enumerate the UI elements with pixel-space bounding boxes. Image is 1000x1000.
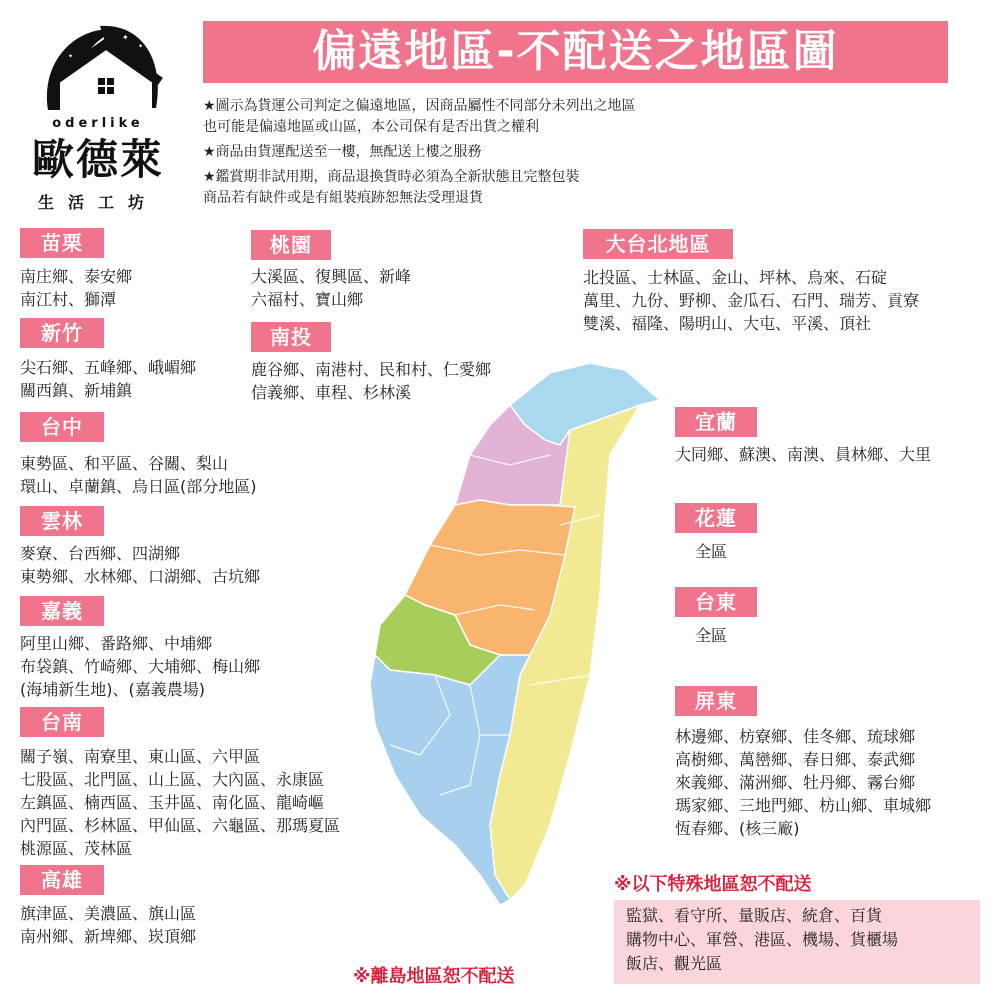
region-tag-taipei: 大台北地區 (583, 229, 733, 259)
region-tag-pingtung: 屏東 (675, 686, 757, 716)
region-tag-chiayi: 嘉義 (20, 596, 104, 626)
region-areas-hualien: 全區 (695, 542, 728, 561)
brand-name-en: oderlike (52, 116, 144, 131)
region-tag-taoyuan: 桃園 (251, 230, 331, 260)
region-tag-taichung: 台中 (20, 412, 104, 442)
svg-text:✦: ✦ (138, 43, 144, 50)
note-item: ★圖示為貨運公司判定之偏遠地區，因商品屬性不同部分未列出之地區 也可能是偏遠地區或山區，本公司保有是否出貨之權利 (203, 98, 636, 135)
page-title: 偏遠地區-不配送之地區圖 (203, 21, 948, 83)
brand-logo (18, 18, 178, 218)
region-areas-chiayi: 阿里山鄉、番路鄉、中埔鄉 布袋鎮、竹崎鄉、大埔鄉、梅山鄉 (海埔新生地)、(嘉義農場) (20, 634, 261, 699)
region-areas-pingtung: 林邊鄉、枋寮鄉、佳冬鄉、琉球鄉 高樹鄉、萬巒鄉、春日鄉、泰武鄉 來義鄉、滿洲鄉、牡丹鄉、霧台鄉 瑪家鄉、三地門鄉、枋山鄉、車城鄉 恆春鄉、(核三廠) (675, 727, 932, 838)
region-tag-yilan: 宜蘭 (675, 407, 757, 437)
region-areas-taipei: 北投區、士林區、金山、坪林、烏來、石碇 萬里、九份、野柳、金瓜石、石門、瑞芳、貢寮 雙溪、福隆、陽明山、大屯、平溪、頂社 (583, 268, 920, 333)
region-areas-miaoli: 南庄鄉、泰安鄉 南江村、獅潭 (20, 267, 133, 309)
island-note: ※離島地區恕不配送 (353, 966, 515, 987)
region-tag-tainan: 台南 (20, 707, 104, 737)
region-areas-tainan: 關子嶺、南寮里、東山區、六甲區 七股區、北門區、山上區、大內區、永康區 左鎮區、楠西區、玉井區、南化區、龍崎嶇 內門區、杉林區、甲仙區、六龜區、那瑪夏區 桃源區、茂林區 (20, 747, 341, 858)
region-tag-hualien: 花蓮 (675, 503, 757, 533)
region-tag-nantou: 南投 (251, 322, 331, 352)
special-areas-heading: ※以下特殊地區恕不配送 (614, 874, 812, 895)
region-tag-kaohsiung: 高雄 (20, 865, 104, 895)
special-areas-list: 監獄、看守所、量販店、統倉、百貨 購物中心、軍營、港區、機場、貨櫃場 飯店、觀光區 (614, 900, 980, 984)
region-areas-hsinchu: 尖石鄉、五峰鄉、峨嵋鄉 關西鎮、新埔鎮 (20, 358, 197, 400)
taiwan-map (360, 355, 680, 915)
house-moon-logo-icon (30, 18, 170, 128)
region-areas-yunlin: 麥寮、台西鄉、四湖鄉 東勢鄉、水林鄉、口湖鄉、古坑鄉 (20, 544, 261, 586)
region-areas-taoyuan: 大溪區、復興區、新峰 六福村、寶山鄉 (251, 267, 412, 309)
region-areas-nantou: 鹿谷鄉、南港村、民和村、仁愛鄉 信義鄉、車程、杉林溪 (251, 360, 492, 402)
region-tag-taitung: 台東 (675, 587, 757, 617)
region-areas-yilan: 大同鄉、蘇澳、南澳、員林鄉、大里 (675, 445, 932, 464)
region-areas-taitung: 全區 (695, 626, 728, 645)
region-tag-yunlin: 雲林 (20, 506, 104, 536)
region-areas-taichung: 東勢區、和平區、谷關、梨山 環山、卓蘭鎮、烏日區(部分地區) (20, 454, 257, 496)
region-tag-miaoli: 苗栗 (20, 228, 104, 258)
svg-text:✦: ✦ (122, 33, 129, 42)
region-areas-kaohsiung: 旗津區、美濃區、旗山區 南州鄉、新埤鄉、崁頂鄉 (20, 904, 197, 946)
note-item: ★鑑賞期非試用期，商品退換貨時必須為全新狀態且完整包裝 商品若有缺件或是有組裝痕跡恕無法受理退貨 (203, 169, 580, 206)
region-tag-hsinchu: 新竹 (20, 318, 104, 348)
note-item: ★商品由貨運配送至一樓，無配送上樓之服務 (203, 144, 482, 160)
brand-name-zh: 歐德萊 (31, 135, 164, 184)
svg-text:✦: ✦ (68, 53, 74, 60)
brand-subtitle: 生活工坊 (37, 193, 158, 212)
notes-block (203, 96, 963, 213)
